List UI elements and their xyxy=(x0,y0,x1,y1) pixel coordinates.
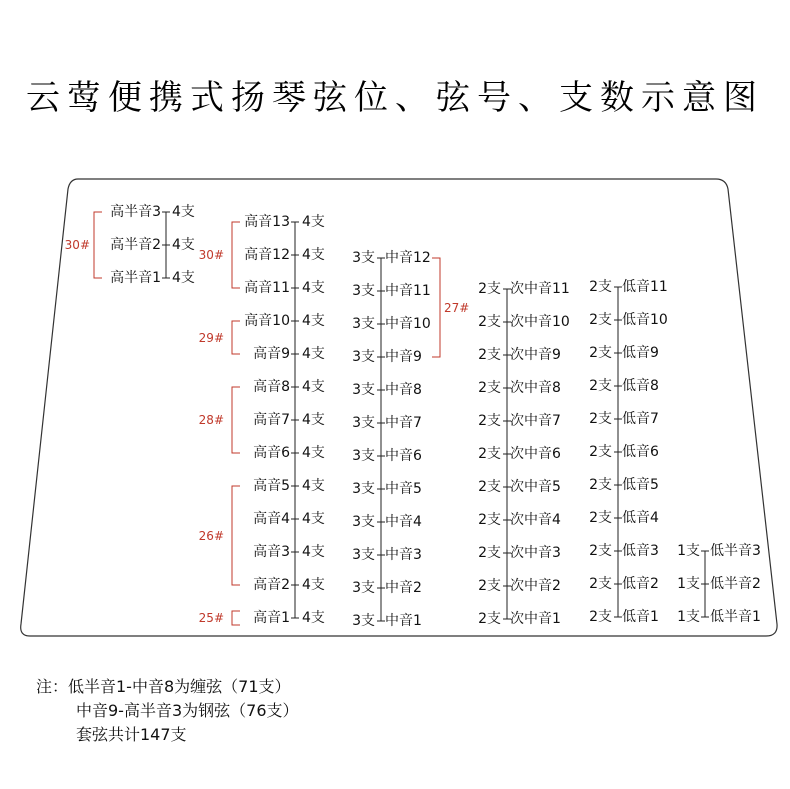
string-name: 低半音1 xyxy=(710,609,761,625)
string-name: 低音5 xyxy=(622,477,659,493)
string-count: 2支 xyxy=(478,578,501,594)
string-name: 次中音4 xyxy=(510,512,561,528)
string-count: 4支 xyxy=(302,280,325,296)
string-name: 中音10 xyxy=(385,316,431,332)
string-name: 高半音2 xyxy=(110,237,161,253)
string-count: 4支 xyxy=(172,204,195,220)
string-count: 2支 xyxy=(589,444,612,460)
string-name: 低半音2 xyxy=(710,576,761,592)
group-label: 30# xyxy=(198,248,224,262)
string-count: 2支 xyxy=(589,411,612,427)
string-name: 高音13 xyxy=(244,214,290,230)
string-count: 3支 xyxy=(352,283,375,299)
string-count: 3支 xyxy=(352,349,375,365)
group-label: 28# xyxy=(198,413,224,427)
string-name: 高音3 xyxy=(253,544,290,560)
group-bracket xyxy=(432,258,440,357)
string-count: 2支 xyxy=(589,312,612,328)
string-name: 高音8 xyxy=(253,379,290,395)
string-count: 3支 xyxy=(352,382,375,398)
string-count: 4支 xyxy=(302,478,325,494)
string-count: 2支 xyxy=(478,512,501,528)
group-label: 25# xyxy=(198,611,224,625)
string-count: 2支 xyxy=(589,477,612,493)
string-name: 中音7 xyxy=(385,415,422,431)
string-count: 2支 xyxy=(589,510,612,526)
string-name: 高音11 xyxy=(244,280,290,296)
string-name: 中音5 xyxy=(385,481,422,497)
string-count: 3支 xyxy=(352,613,375,629)
string-name: 高音6 xyxy=(253,445,290,461)
string-name: 中音9 xyxy=(385,349,422,365)
string-name: 高半音1 xyxy=(110,270,161,286)
string-name: 中音12 xyxy=(385,250,431,266)
string-count: 3支 xyxy=(352,514,375,530)
string-name: 低半音3 xyxy=(710,543,761,559)
string-count: 3支 xyxy=(352,316,375,332)
string-count: 2支 xyxy=(478,545,501,561)
string-count: 2支 xyxy=(478,281,501,297)
string-count: 4支 xyxy=(302,346,325,362)
string-count: 4支 xyxy=(302,214,325,230)
note-line-1: 注：低半音1-中音8为缠弦（71支） xyxy=(36,677,291,696)
string-count: 2支 xyxy=(478,479,501,495)
string-count: 2支 xyxy=(589,279,612,295)
string-name: 低音3 xyxy=(622,543,659,559)
string-name: 次中音8 xyxy=(510,380,561,396)
string-count: 3支 xyxy=(352,547,375,563)
string-name: 低音11 xyxy=(622,279,668,295)
string-name: 高音4 xyxy=(253,511,290,527)
string-count: 4支 xyxy=(302,379,325,395)
string-count: 4支 xyxy=(302,544,325,560)
string-name: 低音6 xyxy=(622,444,659,460)
string-name: 次中音7 xyxy=(510,413,561,429)
string-name: 次中音9 xyxy=(510,347,561,363)
string-name: 低音2 xyxy=(622,576,659,592)
group-bracket xyxy=(94,212,102,278)
string-name: 次中音2 xyxy=(510,578,561,594)
string-count: 2支 xyxy=(478,413,501,429)
note-line-3: 套弦共计147支 xyxy=(76,725,187,744)
group-bracket xyxy=(232,611,240,625)
string-count: 3支 xyxy=(352,415,375,431)
string-count: 1支 xyxy=(677,576,700,592)
string-name: 次中音1 xyxy=(510,611,561,627)
string-name: 次中音11 xyxy=(510,281,570,297)
string-count: 4支 xyxy=(302,445,325,461)
string-name: 中音8 xyxy=(385,382,422,398)
string-name: 低音7 xyxy=(622,411,659,427)
string-name: 中音3 xyxy=(385,547,422,563)
string-count: 4支 xyxy=(302,313,325,329)
string-name: 低音4 xyxy=(622,510,659,526)
string-name: 次中音10 xyxy=(510,314,570,330)
string-count: 2支 xyxy=(589,609,612,625)
string-count: 2支 xyxy=(478,380,501,396)
group-bracket xyxy=(232,387,240,453)
string-count: 1支 xyxy=(677,543,700,559)
string-count: 4支 xyxy=(172,270,195,286)
group-bracket xyxy=(232,321,240,354)
string-count: 2支 xyxy=(589,543,612,559)
string-count: 3支 xyxy=(352,250,375,266)
string-name: 中音2 xyxy=(385,580,422,596)
string-count: 2支 xyxy=(589,345,612,361)
string-name: 高音12 xyxy=(244,247,290,263)
string-count: 1支 xyxy=(677,609,700,625)
group-label: 30# xyxy=(64,238,90,252)
group-label: 26# xyxy=(198,528,224,543)
string-name: 高音1 xyxy=(253,610,290,626)
string-name: 中音11 xyxy=(385,283,431,299)
string-count: 4支 xyxy=(302,511,325,527)
string-count: 2支 xyxy=(478,611,501,627)
group-bracket xyxy=(232,222,240,288)
string-name: 次中音5 xyxy=(510,479,561,495)
string-name: 次中音6 xyxy=(510,446,561,462)
string-count: 4支 xyxy=(302,247,325,263)
string-name: 低音1 xyxy=(622,609,659,625)
string-name: 高音2 xyxy=(253,577,290,593)
string-name: 高音10 xyxy=(244,313,290,329)
string-count: 4支 xyxy=(302,412,325,428)
string-name: 低音9 xyxy=(622,345,659,361)
notes xyxy=(36,675,299,747)
string-name: 高音9 xyxy=(253,346,290,362)
string-count: 2支 xyxy=(589,378,612,394)
note-line-2: 中音9-高半音3为钢弦（76支） xyxy=(76,701,299,720)
string-count: 2支 xyxy=(478,347,501,363)
string-count: 3支 xyxy=(352,448,375,464)
string-count: 3支 xyxy=(352,580,375,596)
string-count: 4支 xyxy=(302,610,325,626)
string-count: 2支 xyxy=(478,446,501,462)
string-count: 4支 xyxy=(172,237,195,253)
string-name: 中音4 xyxy=(385,514,422,530)
string-name: 低音10 xyxy=(622,312,668,328)
string-name: 高音7 xyxy=(253,412,290,428)
group-bracket xyxy=(232,486,240,585)
string-count: 2支 xyxy=(478,314,501,330)
string-name: 高音5 xyxy=(253,478,290,494)
group-label: 29# xyxy=(198,330,224,345)
string-count: 2支 xyxy=(589,576,612,592)
string-name: 低音8 xyxy=(622,378,659,394)
string-name: 中音6 xyxy=(385,448,422,464)
string-name: 中音1 xyxy=(385,613,422,629)
string-name: 高半音3 xyxy=(110,204,161,220)
group-label: 27# xyxy=(444,300,470,315)
string-count: 3支 xyxy=(352,481,375,497)
page-title: 云莺便携式扬琴弦位、弦号、支数示意图 xyxy=(26,78,764,118)
string-count: 4支 xyxy=(302,577,325,593)
string-name: 次中音3 xyxy=(510,545,561,561)
